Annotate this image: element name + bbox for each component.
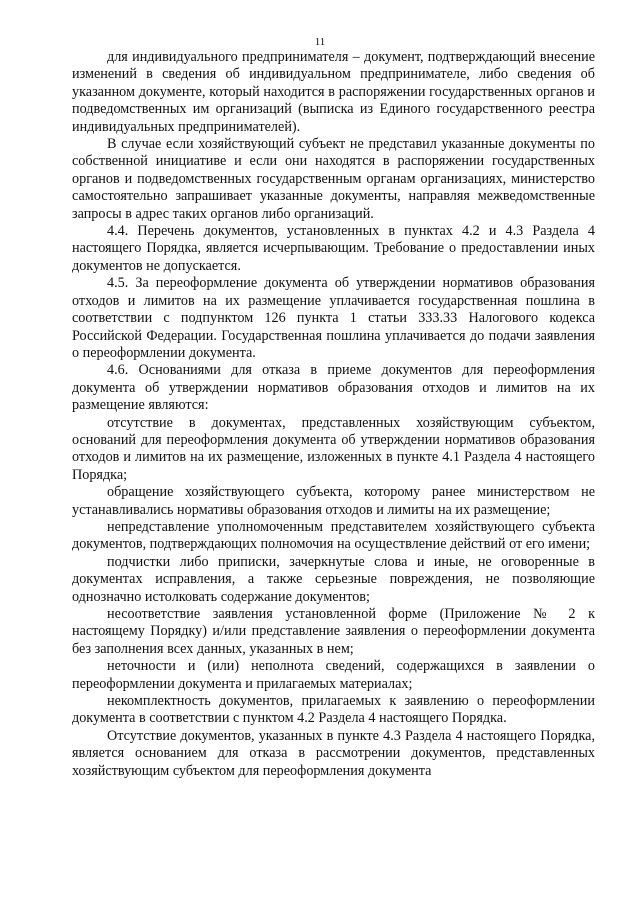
paragraph-4-6: 4.6. Основаниями для отказа в приеме документов для переоформления документа об утверждении нормативов образования отходов и лимитов на их размещение являются: <box>72 362 595 414</box>
refusal-ground-corrections: подчистки либо приписки, зачеркнутые слова и иные, не оговоренные в документах исправления, а также серьезные повреждения, не позволяющие однозначно истолковать содержание документов; <box>72 553 595 605</box>
document-body <box>72 49 595 780</box>
paragraph-ip-document: для индивидуального предпринимателя – документ, подтверждающий внесение изменений в сведения об индивидуальном предпринимателе, либо сведения об указанном документе, который находится в распоряжении государственных органов и подведомственных им организаций (выписка из Единого государственного реестра индивидуальных предпринимателей). <box>72 49 595 135</box>
refusal-ground-no-prior-norms: обращение хозяйствующего субъекта, которому ранее министерством не устанавливались нормативы образования отходов и лимиты на их размещение; <box>72 484 595 518</box>
page-number: 11 <box>314 36 326 48</box>
paragraph-4-5: 4.5. За переоформление документа об утверждении нормативов образования отходов и лимитов на их размещение уплачивается государственная пошлина в соответствии с подпунктом 126 пункта 1 статьи 333.33 Налогового кодекса Российской Федерации. Государственная пошлина уплачивается до подачи заявления о переоформлении документа. <box>72 275 595 361</box>
paragraph-interagency-requests: В случае если хозяйствующий субъект не представил указанные документы по собственной инициативе и если они находятся в распоряжении государственных органов и подведомственных государственным органам организациях, министерство самостоятельно запрашивает указанные документы, направляя межведомственные запросы в адрес таких органов либо организаций. <box>72 136 595 222</box>
refusal-ground-no-authority: непредставление уполномоченным представителем хозяйствующего субъекта документов, подтверждающих полномочия на осуществление действий от его имени; <box>72 518 595 553</box>
refusal-ground-missing-basis: отсутствие в документах, представленных хозяйствующим субъектом, оснований для переоформления документа об утверждении нормативов образования отходов и лимитов на их размещение, изложенных в пункте 4.1 Раздела 4 настоящего Порядка; <box>72 414 595 483</box>
refusal-ground-form-mismatch: несоответствие заявления установленной форме (Приложение № 2 к настоящему Порядку) и/или представление заявления о переоформлении документа без заполнения всех данных, указанных в нем; <box>72 606 595 657</box>
refusal-ground-incomplete-set: некомплектность документов, прилагаемых к заявлению о переоформлении документа в соответствии с пунктом 4.2 Раздела 4 настоящего Порядка. <box>72 693 595 727</box>
paragraph-missing-documents: Отсутствие документов, указанных в пункте 4.3 Раздела 4 настоящего Порядка, является основанием для отказа в рассмотрении документов, представленных хозяйствующим субъектом для переоформления документа <box>72 727 595 779</box>
paragraph-4-4: 4.4. Перечень документов, установленных в пунктах 4.2 и 4.3 Раздела 4 настоящего Порядка, является исчерпывающим. Требование о предоставлении иных документов не допускается. <box>72 223 595 274</box>
refusal-ground-inaccuracy: неточности и (или) неполнота сведений, содержащихся в заявлении о переоформлении документа и прилагаемых материалах; <box>72 658 595 692</box>
